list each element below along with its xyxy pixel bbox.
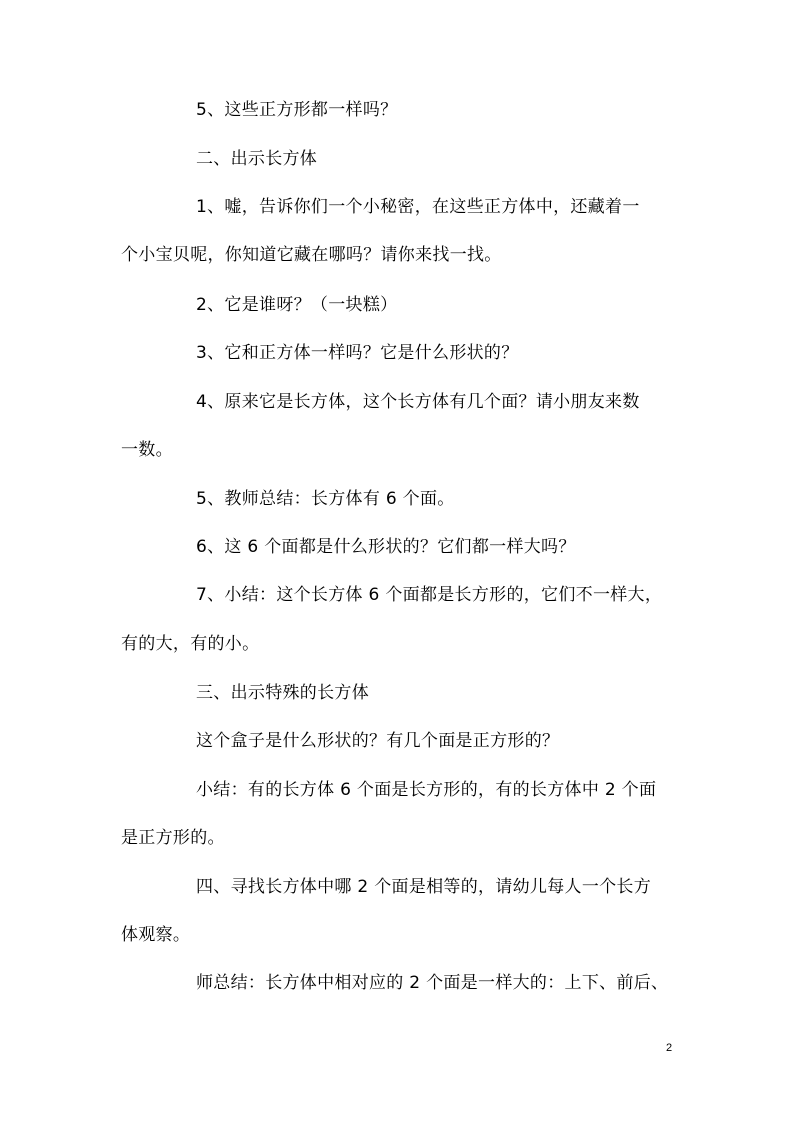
text-line: 是正方形的。 — [121, 828, 225, 848]
section-heading: 二、出示长方体 — [196, 149, 318, 169]
text-line: 个小宝贝呢，你知道它藏在哪吗？请你来找一找。 — [121, 245, 502, 265]
text-line: 2、它是谁呀？（一块糕） — [196, 295, 398, 315]
text-line: 小结：有的长方体 6 个面是长方形的，有的长方体中 2 个面 — [196, 780, 657, 800]
page-number: 2 — [666, 1042, 673, 1054]
text-line: 有的大，有的小。 — [121, 634, 260, 654]
text-line: 师总结：长方体中相对应的 2 个面是一样大的：上下、前后、 — [196, 973, 669, 993]
text-line: 一数。 — [121, 440, 173, 460]
section-heading: 三、出示特殊的长方体 — [196, 683, 369, 703]
text-line: 6、这 6 个面都是什么形状的？它们都一样大吗？ — [196, 537, 576, 557]
text-line: 5、这些正方形都一样吗？ — [196, 100, 398, 120]
text-line: 这个盒子是什么形状的？有几个面是正方形的？ — [196, 731, 560, 751]
text-line: 4、原来它是长方体，这个长方体有几个面？请小朋友来数 — [196, 392, 640, 412]
text-line: 7、小结：这个长方体 6 个面都是长方形的，它们不一样大， — [196, 585, 663, 605]
text-line: 1、嘘，告诉你们一个小秘密，在这些正方体中，还藏着一 — [196, 197, 640, 217]
text-line: 体观察。 — [121, 925, 191, 945]
text-line: 3、它和正方体一样吗？它是什么形状的？ — [196, 343, 519, 363]
text-line: 5、教师总结：长方体有 6 个面。 — [196, 489, 455, 509]
section-heading: 四、寻找长方体中哪 2 个面是相等的，请幼儿每人一个长方 — [196, 877, 652, 897]
